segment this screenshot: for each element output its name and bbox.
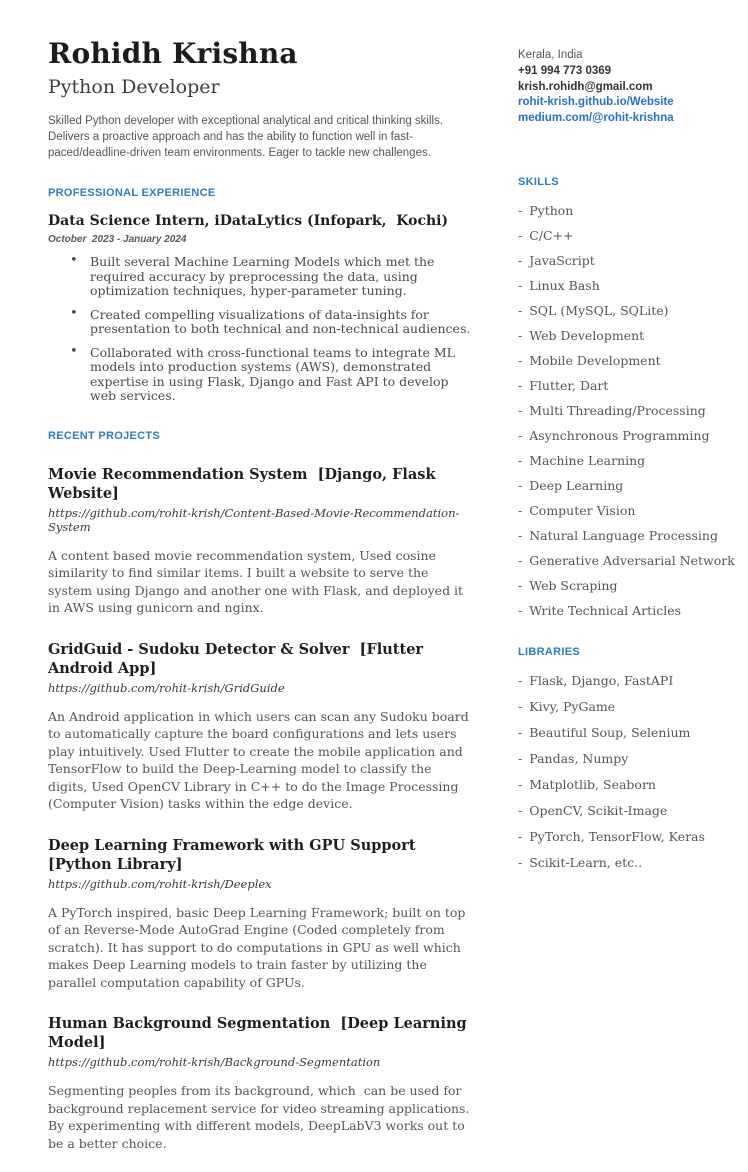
skill-item: - Write Technical Articles <box>518 604 720 617</box>
right-column <box>518 36 735 1152</box>
skill-item: - Machine Learning <box>518 454 720 467</box>
skill-item: - Computer Vision <box>518 504 720 517</box>
summary-text: Skilled Python developer with exceptional analytical and critical thinking skills. Delivers a proactive approach and has the ability to function well in fast-paced/deadline-driven team environments. Eager to tackle new challenges. <box>48 115 444 159</box>
project-link[interactable]: https://github.com/rohit-krish/Background-Segmentation <box>48 1055 381 1069</box>
project-link[interactable]: https://github.com/rohit-krish/Content-Based-Movie-Recommendation-System <box>48 505 460 534</box>
contact-location: Kerala, India <box>518 49 583 61</box>
project-title: Human Background Segmentation [Deep Learning Model] <box>48 1015 472 1051</box>
person-name: Rohidh Krishna <box>48 37 298 70</box>
project-title: GridGuid - Sudoku Detector & Solver [Flutter Android App] <box>48 640 429 677</box>
left-column <box>48 36 472 1152</box>
skill-item: - JavaScript <box>518 254 720 267</box>
project-item <box>48 1014 472 1152</box>
project-link[interactable]: https://github.com/rohit-krish/Deeplex <box>48 876 272 891</box>
section-label-libraries: LIBRARIES <box>518 645 580 658</box>
project-item <box>48 640 472 813</box>
section-label-projects: RECENT PROJECTS <box>48 429 161 442</box>
contact-medium-link[interactable]: medium.com/@rohit-krishna <box>518 112 674 125</box>
skill-item: - Linux Bash <box>518 279 720 292</box>
contact-website-link[interactable]: rohit-krish.github.io/Website <box>518 96 674 109</box>
person-role: Python Developer <box>48 76 220 98</box>
skill-item: - Generative Adversarial Network <box>518 554 720 567</box>
library-item: - Matplotlib, Seaborn <box>518 778 720 791</box>
contact-phone: +91 994 773 0369 <box>518 64 612 77</box>
skill-item: - Natural Language Processing <box>518 529 720 542</box>
library-item: - PyTorch, TensorFlow, Keras <box>518 830 720 843</box>
skill-item: - Deep Learning <box>518 479 720 492</box>
experience-bullet: • Collaborated with cross-functional teams to integrate ML models into production systems (AWS), demonstrated expertise in using Flask, Django and Fast API to develop web services. <box>48 346 472 404</box>
experience-bullet: • Built several Machine Learning Models which met the required accuracy by preprocessing the data, using optimization techniques, hyper-parameter tuning. <box>48 255 472 299</box>
skill-item: - Multi Threading/Processing <box>518 404 720 417</box>
job-date-range: October 2023 - January 2024 <box>48 234 187 245</box>
libraries-list <box>518 674 720 869</box>
skills-list <box>518 202 735 618</box>
project-description: Segmenting peoples from its background, which can be used for background replacement service for video streaming applications. By experimenting with different models, DeepLabV3 works out to be a better choice. <box>48 1083 474 1151</box>
project-description: A PyTorch inspired, basic Deep Learning Framework; built on top of an Reverse-Mode AutoGrad Engine (Coded completely from scratch). It has support to do computations in GPU as well which makes Deep Learning models to train faster by utilizing the parallel computation capability of GPUs. <box>48 904 470 990</box>
project-item <box>48 465 472 617</box>
project-item <box>48 836 472 992</box>
project-title: Deep Learning Framework with GPU Support [Python Library] <box>48 836 426 873</box>
project-description: An Android application in which users can scan any Sudoku board to automatically capture the board configurations and lets users play intuitively. Used Flutter to create the mobile application and TensorFlow to build the Deep-Learning model to classify the digits, Used OpenCV Library in C++ to do the Image Processing (Computer Vision) tasks within the edge device. <box>48 708 473 811</box>
skill-item: - SQL (MySQL, SQLite) <box>518 304 720 317</box>
project-title: Movie Recommendation System [Django, Flask Website] <box>48 465 441 502</box>
projects-container <box>48 465 472 1153</box>
skill-item: - Web Scraping <box>518 579 720 592</box>
experience-bullet-list <box>48 255 472 404</box>
library-item: - OpenCV, Scikit-Image <box>518 804 720 817</box>
skill-item: - C/C++ <box>518 229 720 242</box>
skill-item: - Asynchronous Programming <box>518 429 720 442</box>
library-item: - Pandas, Numpy <box>518 752 720 765</box>
library-item: - Flask, Django, FastAPI <box>518 674 720 687</box>
library-item: - Scikit-Learn, etc.. <box>518 856 720 869</box>
skill-item: - Web Development <box>518 329 720 342</box>
project-link[interactable]: https://github.com/rohit-krish/GridGuide <box>48 680 285 695</box>
contact-block <box>518 48 720 127</box>
library-item: - Beautiful Soup, Selenium <box>518 726 720 739</box>
skill-item: - Flutter, Dart <box>518 379 720 392</box>
section-label-skills: SKILLS <box>518 175 559 188</box>
project-description: A content based movie recommendation system, Used cosine similarity to find similar items. I built a website to serve the system using Django and another one with Flask, and deployed it in AWS using gunicorn and nginx. <box>48 547 468 615</box>
experience-bullet: • Created compelling visualizations of data-insights for presentation to both technical and non-technical audiences. <box>48 308 472 337</box>
contact-email: krish.rohidh@gmail.com <box>518 80 653 93</box>
library-item: - Kivy, PyGame <box>518 700 720 713</box>
section-label-experience: PROFESSIONAL EXPERIENCE <box>48 187 216 199</box>
job-title: Data Science Intern, iDataLytics (Infopark, Kochi) <box>48 213 449 229</box>
skill-item: - Python <box>518 204 720 217</box>
skill-item: - Mobile Development <box>518 354 720 367</box>
